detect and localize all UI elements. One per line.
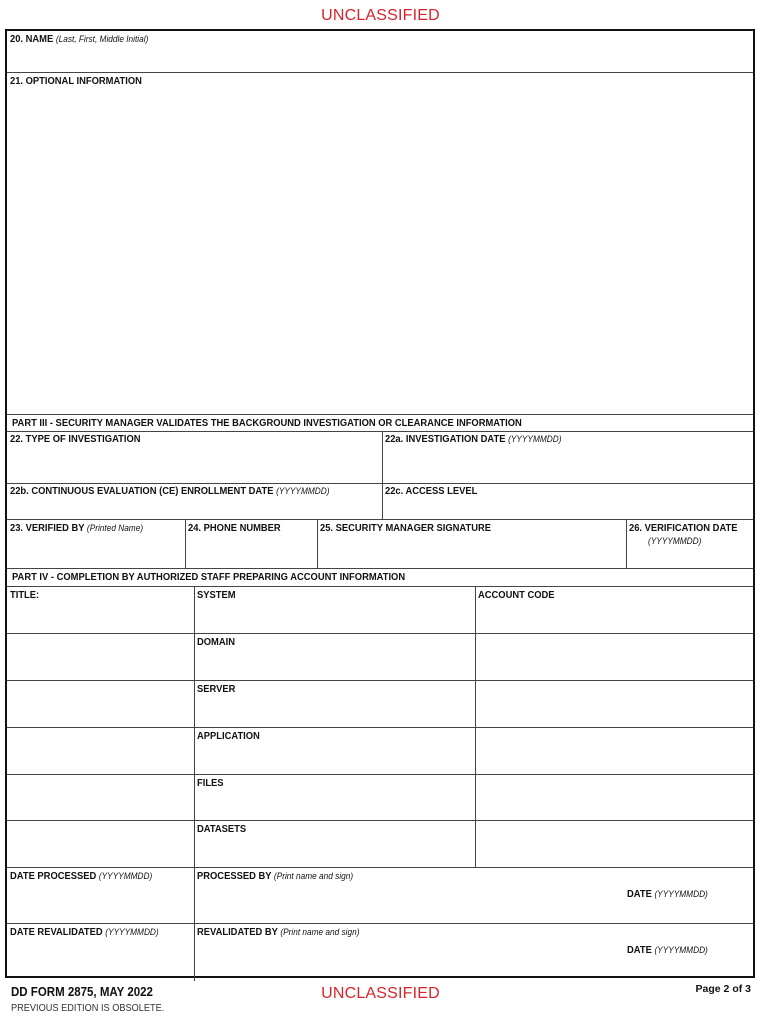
verification-date-label: 26. VERIFICATION DATE xyxy=(629,523,738,534)
date-format-hint: (YYYYMMDD) xyxy=(508,434,562,444)
print-sign-hint: (Print name and sign) xyxy=(273,871,354,881)
classification-banner-top: UNCLASSIFIED xyxy=(321,7,440,24)
title-field[interactable] xyxy=(7,603,193,631)
access-level-label: 22c. ACCESS LEVEL xyxy=(385,486,478,497)
divider xyxy=(626,519,627,568)
files-account-field[interactable] xyxy=(477,776,753,818)
date-format-hint: (YYYYMMDD) xyxy=(654,945,708,955)
investigation-date-label-text: 22a. INVESTIGATION DATE xyxy=(385,434,506,445)
form-page-2 xyxy=(5,29,755,978)
date-processed-label xyxy=(10,871,152,882)
system-label: SYSTEM xyxy=(197,590,236,601)
divider xyxy=(317,519,318,568)
datasets-account-field[interactable] xyxy=(477,822,753,865)
divider xyxy=(7,568,753,569)
datasets-label: DATASETS xyxy=(197,824,247,835)
divider xyxy=(7,727,753,728)
part3-heading: PART III - SECURITY MANAGER VALIDATES THE BACKGROUND INVESTIGATION OR CLEARANCE INFORMATION xyxy=(12,418,522,429)
page-number: Page 2 of 3 xyxy=(695,983,751,995)
divider xyxy=(7,923,753,924)
title-label: TITLE: xyxy=(10,590,40,601)
security-manager-signature-label: 25. SECURITY MANAGER SIGNATURE xyxy=(320,523,491,534)
divider xyxy=(7,680,753,681)
security-manager-signature-field[interactable] xyxy=(319,536,625,566)
date-label-text: DATE xyxy=(627,945,652,956)
verification-date-hint: (YYYYMMDD) xyxy=(648,536,702,546)
processed-by-label-text: PROCESSED BY xyxy=(197,871,272,882)
date-processed-label-text: DATE PROCESSED xyxy=(10,871,97,882)
divider xyxy=(7,867,753,868)
application-field[interactable] xyxy=(196,744,474,772)
files-label: FILES xyxy=(197,778,224,789)
print-sign-hint: (Print name and sign) xyxy=(280,927,360,937)
revalidated-by-label-text: REVALIDATED BY xyxy=(197,927,278,938)
optional-info-label: 21. OPTIONAL INFORMATION xyxy=(10,76,142,87)
date-format-hint: (YYYYMMDD) xyxy=(654,889,708,899)
obsolete-note: PREVIOUS EDITION IS OBSOLETE. xyxy=(11,1003,165,1014)
divider xyxy=(7,72,753,73)
investigation-date-field[interactable] xyxy=(384,447,753,481)
date-label-text: DATE xyxy=(627,889,652,900)
divider xyxy=(7,820,753,821)
name-hint: (Last, First, Middle Initial) xyxy=(55,34,149,44)
processed-date-field[interactable] xyxy=(619,903,753,921)
revalidated-date-label xyxy=(627,945,708,956)
divider xyxy=(194,586,195,981)
server-field[interactable] xyxy=(196,697,474,725)
form-identifier: DD FORM 2875, MAY 2022 xyxy=(11,985,153,999)
date-format-hint: (YYYYMMDD) xyxy=(98,871,153,881)
name-field[interactable] xyxy=(7,45,753,71)
phone-number-field[interactable] xyxy=(187,536,316,566)
processed-by-field[interactable] xyxy=(196,885,616,921)
revalidated-date-field[interactable] xyxy=(619,959,753,977)
application-label: APPLICATION xyxy=(197,731,260,742)
application-account-field[interactable] xyxy=(477,729,753,772)
name-label-text: 20. NAME xyxy=(10,34,54,45)
divider xyxy=(7,431,753,432)
date-format-hint: (YYYYMMDD) xyxy=(105,927,159,937)
files-field[interactable] xyxy=(196,790,474,818)
verified-by-label-text: 23. VERIFIED BY xyxy=(10,523,85,534)
system-field[interactable] xyxy=(196,603,474,631)
divider xyxy=(7,633,753,634)
processed-date-label xyxy=(627,889,708,900)
divider xyxy=(7,519,753,520)
server-label: SERVER xyxy=(197,684,236,695)
domain-label: DOMAIN xyxy=(197,637,236,648)
divider xyxy=(7,483,753,484)
optional-info-field[interactable] xyxy=(7,89,753,411)
ce-enrollment-date-field[interactable] xyxy=(7,498,381,518)
domain-account-field[interactable] xyxy=(477,635,753,678)
divider xyxy=(7,414,753,415)
type-of-investigation-label: 22. TYPE OF INVESTIGATION xyxy=(10,434,141,445)
divider xyxy=(185,519,186,568)
type-of-investigation-field[interactable] xyxy=(7,447,381,481)
part4-heading: PART IV - COMPLETION BY AUTHORIZED STAFF PREPARING ACCOUNT INFORMATION xyxy=(12,572,406,583)
verified-by-label xyxy=(10,523,143,534)
verified-by-hint: (Printed Name) xyxy=(86,523,144,533)
date-processed-field[interactable] xyxy=(7,885,193,921)
classification-banner-bottom: UNCLASSIFIED xyxy=(321,985,440,1002)
name-label xyxy=(10,34,148,45)
ce-enrollment-label-text: 22b. CONTINUOUS EVALUATION (CE) ENROLLMENT DATE xyxy=(10,486,274,497)
divider xyxy=(7,586,753,587)
account-code-field[interactable] xyxy=(477,603,753,631)
revalidated-by-field[interactable] xyxy=(196,941,616,977)
date-revalidated-field[interactable] xyxy=(7,941,193,977)
processed-by-label xyxy=(197,871,353,882)
phone-number-label: 24. PHONE NUMBER xyxy=(188,523,281,534)
ce-enrollment-label xyxy=(10,486,329,497)
divider xyxy=(382,431,383,519)
datasets-field[interactable] xyxy=(196,837,474,865)
verified-by-field[interactable] xyxy=(7,536,184,566)
revalidated-by-label xyxy=(197,927,359,938)
server-account-field[interactable] xyxy=(477,682,753,725)
account-code-label: ACCOUNT CODE xyxy=(478,590,555,601)
investigation-date-label xyxy=(385,434,561,445)
verification-date-field[interactable] xyxy=(628,548,753,566)
divider xyxy=(7,774,753,775)
domain-field[interactable] xyxy=(196,650,474,678)
date-format-hint: (YYYYMMDD) xyxy=(276,486,330,496)
date-revalidated-label-text: DATE REVALIDATED xyxy=(10,927,103,938)
date-revalidated-label xyxy=(10,927,159,938)
access-level-field[interactable] xyxy=(384,498,753,518)
